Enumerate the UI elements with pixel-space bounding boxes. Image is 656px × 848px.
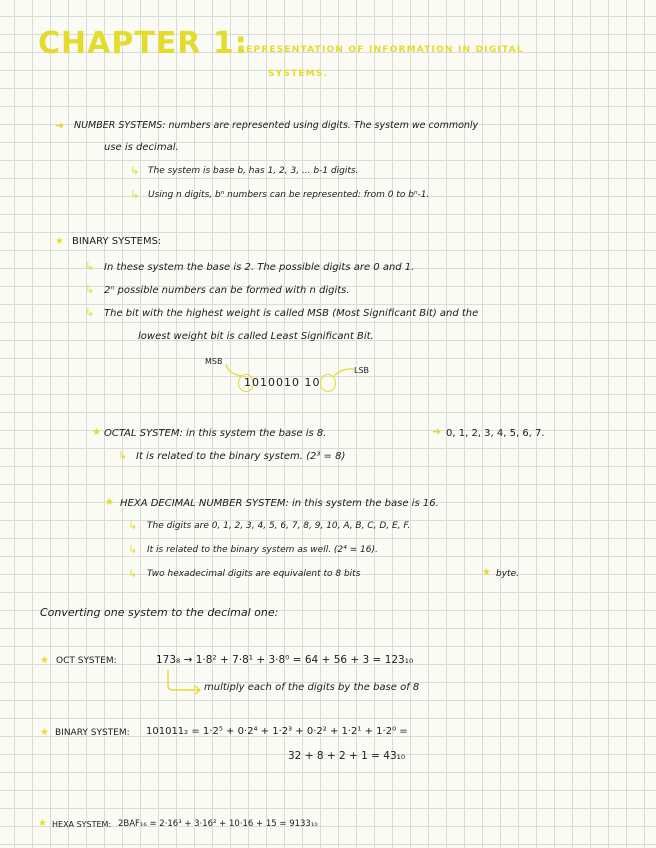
arrow-icon: ➜ xyxy=(432,425,442,438)
star-bullet-icon: ★ xyxy=(40,727,49,738)
lsb-pointer xyxy=(330,366,356,378)
hexa-sub3: Two hexadecimal digits are equivalent to 8 bits xyxy=(147,569,361,579)
octal-sub: It is related to the binary system. (2³ = 8) xyxy=(136,451,346,462)
binary-sub3b: lowest weight bit is called Least Significant Bit. xyxy=(138,331,374,342)
hexa-sub1: The digits are 0, 1, 2, 3, 4, 5, 6, 7, 8, 9, 10, A, B, C, D, E, F. xyxy=(147,521,411,531)
number-systems-sub2: Using n digits, bⁿ numbers can be represented: from 0 to bⁿ-1. xyxy=(148,190,430,200)
hex-conversion-label: HEXA SYSTEM: xyxy=(52,820,112,829)
msb-label: MSB xyxy=(205,357,223,366)
sub-arrow-icon: ↳ xyxy=(130,164,140,177)
bin-conversion-result: 32 + 8 + 2 + 1 = 43₁₀ xyxy=(288,750,406,762)
oct-conversion-label: OCT SYSTEM: xyxy=(56,656,117,666)
binary-heading: BINARY SYSTEMS: xyxy=(72,236,162,247)
lsb-label: LSB xyxy=(354,366,370,375)
hexa-sub3-end: byte. xyxy=(496,569,519,579)
converting-heading: Converting one system to the decimal one: xyxy=(40,606,279,619)
page-subtitle-line2: SYSTEMS. xyxy=(268,69,329,79)
hex-conversion-expr: 2BAF₁₆ = 2·16³ + 3·16² + 10·16 + 15 = 9133₁₀ xyxy=(118,819,318,829)
number-systems-sub1: The system is base b, has 1, 2, 3, ... b-1 digits. xyxy=(148,166,359,176)
binary-sub2: 2ⁿ possible numbers can be formed with n digits. xyxy=(104,285,350,296)
star-bullet-icon: ★ xyxy=(38,818,47,829)
star-bullet-icon: ★ xyxy=(105,497,114,508)
star-bullet-icon: ★ xyxy=(55,236,64,247)
binary-sub1: In these system the base is 2. The possible digits are 0 and 1. xyxy=(104,262,415,273)
bin-conversion-label: BINARY SYSTEM: xyxy=(55,728,130,738)
binary-example: 1010010 10 xyxy=(244,376,321,389)
page-title: CHAPTER 1: xyxy=(38,26,248,61)
number-systems-line1: NUMBER SYSTEMS: numbers are represented using digits. The system we commonly xyxy=(74,120,479,131)
number-systems-line2: use is decimal. xyxy=(104,142,179,153)
hexa-line: HEXA DECIMAL NUMBER SYSTEM: in this system the base is 16. xyxy=(120,498,439,509)
sub-arrow-icon: ↳ xyxy=(85,283,95,296)
bin-conversion-expr: 101011₂ = 1·2⁵ + 0·2⁴ + 1·2³ + 0·2² + 1·2¹ + 1·2⁰ = xyxy=(146,726,408,737)
oct-note-arrow xyxy=(164,668,204,694)
sub-arrow-icon: ↳ xyxy=(130,188,140,201)
page-subtitle-line1: REPRESENTATION OF INFORMATION IN DIGITAL xyxy=(238,45,524,55)
star-bullet-icon: ★ xyxy=(40,655,49,666)
msb-pointer xyxy=(222,362,246,378)
arrow-icon: ➜ xyxy=(55,119,65,132)
oct-conversion-note: multiply each of the digits by the base of 8 xyxy=(204,682,420,693)
sub-arrow-icon: ↳ xyxy=(85,306,95,319)
sub-arrow-icon: ↳ xyxy=(128,567,138,580)
sub-arrow-icon: ↳ xyxy=(128,543,138,556)
hexa-sub2: It is related to the binary system as well. (2⁴ = 16). xyxy=(147,545,378,555)
octal-digits: 0, 1, 2, 3, 4, 5, 6, 7. xyxy=(446,428,545,439)
sub-arrow-icon: ↳ xyxy=(118,449,128,462)
star-bullet-icon: ★ xyxy=(482,567,491,578)
star-bullet-icon: ★ xyxy=(92,427,101,438)
oct-conversion-expr: 173₈ → 1·8² + 7·8¹ + 3·8⁰ = 64 + 56 + 3 = 123₁₀ xyxy=(156,654,414,666)
octal-line: OCTAL SYSTEM: in this system the base is 8. xyxy=(104,428,327,439)
binary-sub3: The bit with the highest weight is called MSB (Most Significant Bit) and the xyxy=(104,308,479,319)
sub-arrow-icon: ↳ xyxy=(128,519,138,532)
sub-arrow-icon: ↳ xyxy=(85,260,95,273)
